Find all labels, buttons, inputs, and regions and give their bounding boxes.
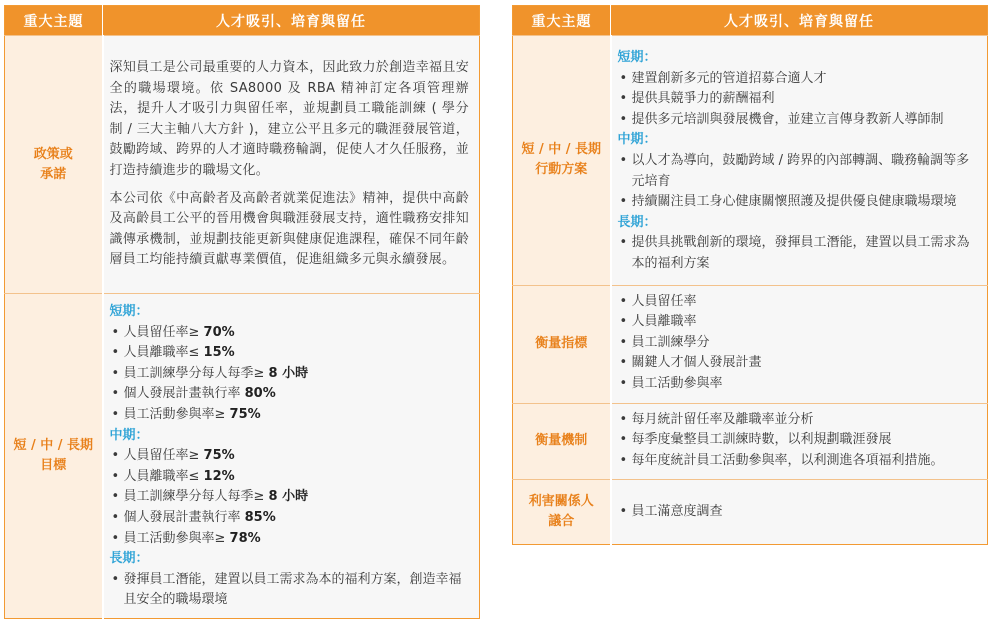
header-title: 人才吸引、培育與留任	[611, 6, 988, 36]
right-table	[512, 5, 988, 545]
policy-row	[5, 36, 480, 294]
list-item: • 個人發展計畫執行率 85%	[110, 508, 470, 529]
mid-term-heading: 中期：	[617, 132, 657, 148]
stakeholder-content	[611, 480, 988, 545]
action-content	[611, 36, 988, 286]
indicators-list	[618, 292, 980, 395]
list-item: • 發揮員工潛能，建置以員工需求為本的福利方案，創造幸福且安全的職場環境	[110, 570, 470, 611]
list-item: • 人員離職率≤ 12%	[110, 467, 470, 488]
list-item: • 提供具競爭力的薪酬福利	[618, 89, 980, 110]
action-label: 短 / 中 / 長期 行動方案	[513, 36, 611, 286]
short-term-heading: 短期：	[617, 50, 657, 65]
list-item: • 建置創新多元的管道招募合適人才	[618, 69, 980, 90]
stakeholder-row	[513, 480, 988, 545]
right-header-row	[513, 6, 988, 36]
list-item: • 員工訓練學分每人每季≥ 8 小時	[110, 364, 470, 385]
list-item: • 人員離職率	[618, 312, 980, 333]
long-term-actions	[618, 233, 980, 274]
list-item: • 持續關注員工身心健康關懷照護及提供優良健康職場環境	[618, 192, 980, 213]
list-item: • 員工活動參與率≥ 75%	[110, 405, 470, 426]
left-table	[4, 5, 480, 619]
list-item: • 人員留任率≥ 75%	[110, 446, 470, 467]
indicators-content	[611, 285, 988, 403]
long-term-heading: 長期：	[109, 551, 149, 567]
mechanism-content	[611, 403, 988, 480]
list-item: • 人員留任率≥ 70%	[110, 323, 470, 344]
goals-label: 短 / 中 / 長期 目標	[5, 294, 103, 619]
mid-term-goals	[110, 446, 470, 549]
list-item: • 員工訓練學分	[618, 333, 980, 354]
list-item: • 個人發展計畫執行率 80%	[110, 384, 470, 405]
mechanism-label: 衡量機制	[513, 403, 611, 480]
mechanism-list	[618, 410, 980, 472]
goals-content	[103, 294, 480, 619]
list-item: • 每季度彙整員工訓練時數，以利規劃職涯發展	[618, 430, 980, 451]
header-topic: 重大主題	[5, 6, 103, 36]
stakeholder-label: 利害關係人 議合	[513, 480, 611, 545]
policy-paragraph: 本公司依《中高齡者及高齡者就業促進法》精神，提供中高齡及高齡員工公平的晉用機會與職涯發展支持，適性職務安排知識傳承機制，並規劃技能更新與健康促進課程，確保不同年齡層員工均能持續貢獻專業價值，促進組織多元與永續發展。	[109, 190, 469, 268]
list-item: • 關鍵人才個人發展計畫	[618, 353, 980, 374]
list-item: • 員工活動參與率	[618, 374, 980, 395]
list-item: • 人員離職率≤ 15%	[110, 343, 470, 364]
action-row	[513, 36, 988, 286]
header-title: 人才吸引、培育與留任	[103, 6, 480, 36]
list-item: • 每月統計留任率及離職率並分析	[618, 410, 980, 431]
mid-term-heading: 中期：	[109, 427, 149, 443]
mechanism-row	[513, 403, 988, 480]
policy-paragraph: 深知員工是公司最重要的人力資本，因此致力於創造幸福且安全的職場環境。依 SA8000 及 RBA 精神訂定各項管理辦法，提升人才吸引力與留任率，並規劃員工職能訓練 ( 學分制 / 三大主軸八大方針 )，建立公平且多元的職涯發展管道，鼓勵跨域、跨界的人才適時職務輪調，促使人才久任服務，並打造持續進步的職場文化。	[109, 60, 469, 178]
left-header-row	[5, 6, 480, 36]
short-term-heading: 短期：	[109, 304, 149, 319]
indicators-row	[513, 285, 988, 403]
header-topic: 重大主題	[513, 6, 611, 36]
list-item: • 員工訓練學分每人每季≥ 8 小時	[110, 487, 470, 508]
list-item: • 員工滿意度調查	[618, 502, 980, 523]
short-term-actions	[618, 69, 980, 131]
short-term-goals	[110, 323, 470, 426]
list-item: • 人員留任率	[618, 292, 980, 313]
policy-label: 政策或 承諾	[5, 36, 103, 294]
stakeholder-list	[618, 502, 980, 523]
goals-row	[5, 294, 480, 619]
list-item: • 提供多元培訓與發展機會，並建立言傳身教新人導師制	[618, 110, 980, 131]
list-item: • 員工活動參與率≥ 78%	[110, 529, 470, 550]
indicators-label: 衡量指標	[513, 285, 611, 403]
mid-term-actions	[618, 151, 980, 213]
long-term-heading: 長期：	[617, 214, 657, 230]
long-term-goals	[110, 570, 470, 611]
list-item: • 每年度統計員工活動參與率，以利測進各項福利措施。	[618, 451, 980, 472]
list-item: • 以人才為導向，鼓勵跨域 / 跨界的內部轉調、職務輪調等多元培育	[618, 151, 980, 192]
list-item: • 提供具挑戰創新的環境，發揮員工潛能，建置以員工需求為本的福利方案	[618, 233, 980, 274]
policy-content	[103, 36, 480, 294]
